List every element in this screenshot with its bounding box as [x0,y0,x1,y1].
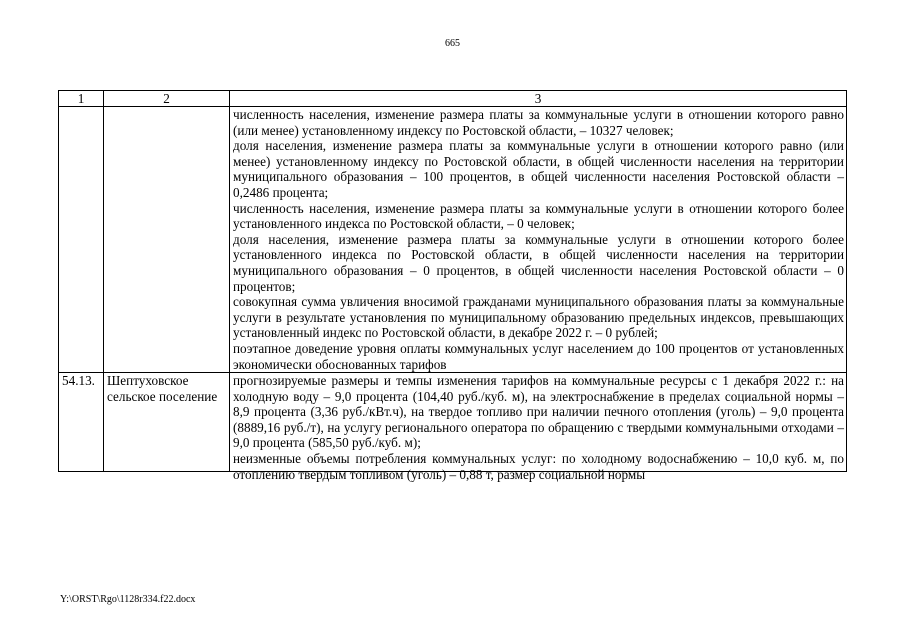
row-number-cell: 54.13. [59,373,104,472]
table-row [59,107,847,373]
paragraph: прогнозируемые размеры и темпы изменения тарифов на коммунальные ресурсы с 1 декабря 2022 г.: на холодную воду – 9,0 процента (104,40 руб./куб. м), на электроснабжение в пределах социальной нормы – 8,9 процента (3,36 руб./кВт.ч), на твердое топливо при наличии печного отопления (уголь) – 9,0 процента (8889,16 руб./т), на услугу регионального оператора по обращению с твердыми коммунальными отходами – 9,0 процента (585,50 руб./куб. м); [233,373,844,451]
paragraph: доля населения, изменение размера платы за коммунальные услуги в отношении которого более установленного индекса по Ростовской области, в общей численности населения на территории муниципального образования – 0 процентов, в общей численности населения Ростовской области – 0 процентов; [233,231,844,294]
paragraph: численность населения, изменение размера платы за коммунальные услуги в отношении которого более установленного индекса по Ростовской области, – 0 человек; [233,200,844,232]
footer-file-path: Y:\ORST\Rgo\1128r334.f22.docx [60,594,196,605]
row-name-cell [104,107,230,373]
row-description-cell [230,373,847,482]
page-number: 665 [445,38,460,49]
paragraph: неизменные объемы потребления коммунальных услуг: по холодному водоснабжению – 10,0 куб. м, по отоплению твердым топливом (уголь) – 0,88 т, размер социальной нормы [233,451,844,482]
table-row [59,373,847,472]
column-header-2: 2 [104,91,230,107]
row-number-cell [59,107,104,373]
column-header-1: 1 [59,91,104,107]
paragraph: поэтапное доведение уровня оплаты коммунальных услуг населением до 100 процентов от установленных экономически обоснованных тарифов [233,340,844,372]
row-name-cell: Шептуховское сельское поселение [104,373,230,472]
column-header-3: 3 [230,91,847,107]
table-header-row [59,91,847,107]
paragraph: доля населения, изменение размера платы за коммунальные услуги в отношении которого равно (или менее) установленному индексу по Ростовской области, в общей численности населения на территории муниципального образования – 100 процентов, в общей численности населения Ростовской области – 0,2486 процента; [233,138,844,200]
document-table [58,90,847,482]
paragraph: численность населения, изменение размера платы за коммунальные услуги в отношении которого равно (или менее) установленному индексу по Ростовской области, – 10327 человек; [233,107,844,138]
paragraph: совокупная сумма увличения вносимой гражданами муниципального образования платы за коммунальные услуги в результате установления по муниципальному образованию предельных индексов, превышающих установленный индекс по Ростовской области, в декабре 2022 г. – 0 рублей; [233,294,844,341]
row-description-cell [230,107,847,373]
